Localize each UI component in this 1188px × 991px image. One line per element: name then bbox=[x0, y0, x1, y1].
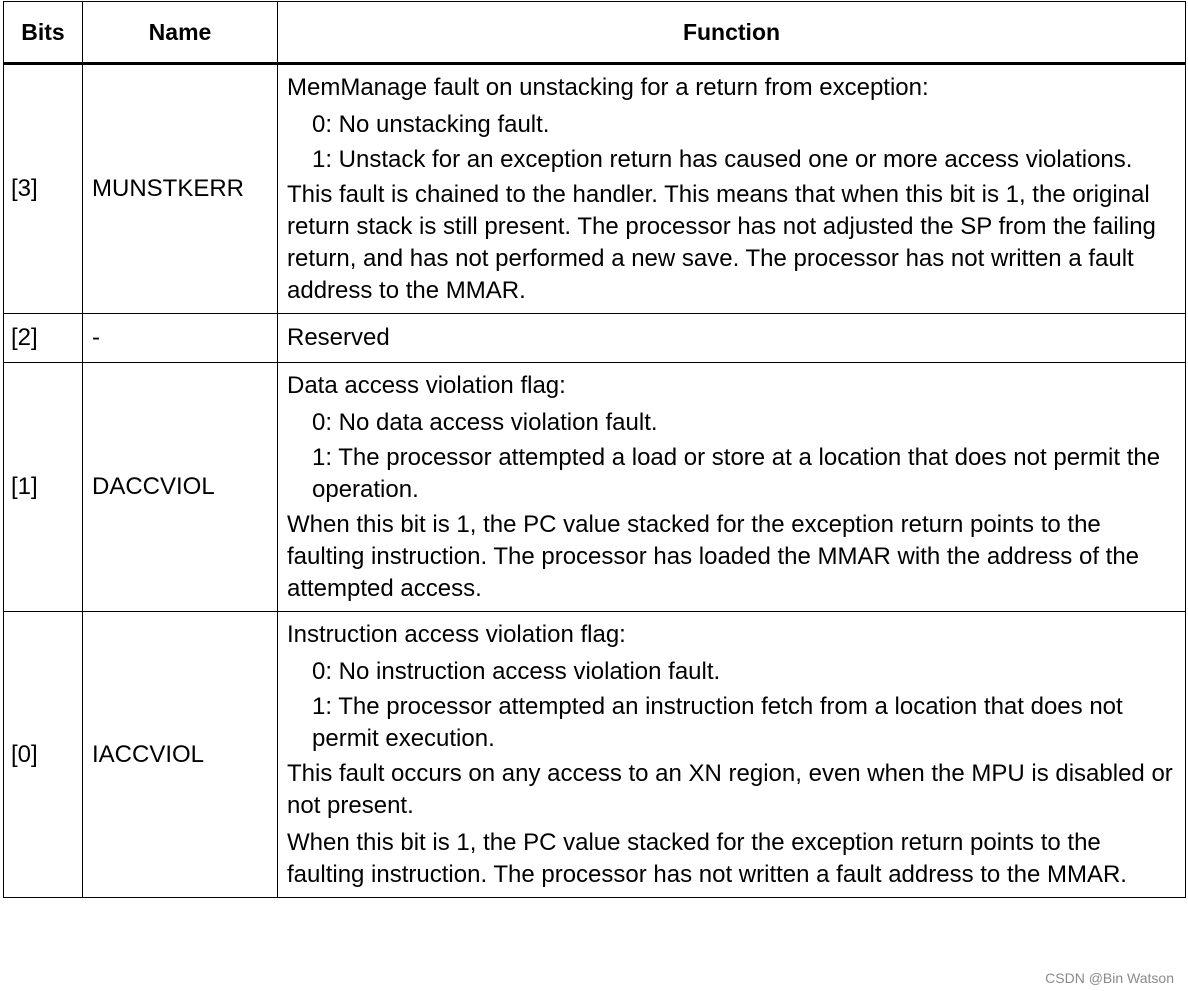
header-bits: Bits bbox=[4, 2, 83, 64]
function-option-1: 1: Unstack for an exception return has caused one or more access violations. bbox=[312, 146, 1133, 173]
function-option-1: 1: The processor attempted an instruction fetch from a location that does not permit execution. bbox=[312, 693, 1123, 752]
name-cell: - bbox=[83, 314, 278, 363]
table-row bbox=[4, 612, 1186, 898]
function-option-0: 0: No data access violation fault. bbox=[312, 409, 658, 436]
bits-cell: [0] bbox=[4, 612, 83, 898]
function-option-0: 0: No unstacking fault. bbox=[312, 111, 550, 138]
bits-cell: [3] bbox=[4, 64, 83, 314]
name-cell: IACCVIOL bbox=[83, 612, 278, 898]
function-cell bbox=[278, 314, 1186, 363]
function-option-1: 1: The processor attempted a load or store at a location that does not permit the operation. bbox=[312, 444, 1161, 503]
table-header bbox=[4, 2, 1186, 64]
function-note: When this bit is 1, the PC value stacked for the exception return points to the faulting instruction. The processor has loaded the MMAR with the address of the attempted access. bbox=[287, 511, 1140, 602]
name-cell: MUNSTKERR bbox=[83, 64, 278, 314]
table-body bbox=[4, 64, 1186, 898]
function-cell bbox=[278, 363, 1186, 612]
register-bits-table bbox=[3, 1, 1186, 898]
header-function: Function bbox=[278, 2, 1186, 64]
function-note: This fault is chained to the handler. This means that when this bit is 1, the original return stack is still present. The processor has not adjusted the SP from the failing return, and has not performed a new save. The processor has not written a fault address to the MMAR. bbox=[287, 181, 1156, 304]
function-option-0: 0: No instruction access violation fault. bbox=[312, 658, 721, 685]
function-intro: Data access violation flag: bbox=[287, 372, 566, 399]
bits-cell: [2] bbox=[4, 314, 83, 363]
header-name: Name bbox=[83, 2, 278, 64]
function-note: This fault occurs on any access to an XN region, even when the MPU is disabled or not present. bbox=[287, 760, 1173, 819]
function-intro: Instruction access violation flag: bbox=[287, 621, 626, 648]
name-cell: DACCVIOL bbox=[83, 363, 278, 612]
table-row bbox=[4, 64, 1186, 314]
function-cell bbox=[278, 64, 1186, 314]
bits-cell: [1] bbox=[4, 363, 83, 612]
function-intro: MemManage fault on unstacking for a return from exception: bbox=[287, 74, 929, 101]
table-row bbox=[4, 363, 1186, 612]
header-row bbox=[4, 2, 1186, 64]
function-intro: Reserved bbox=[287, 324, 390, 351]
table-row bbox=[4, 314, 1186, 363]
function-note-2: When this bit is 1, the PC value stacked for the exception return points to the faulting instruction. The processor has not written a fault address to the MMAR. bbox=[287, 829, 1127, 888]
function-cell bbox=[278, 612, 1186, 898]
watermark-label: CSDN @Bin Watson bbox=[1045, 970, 1174, 986]
